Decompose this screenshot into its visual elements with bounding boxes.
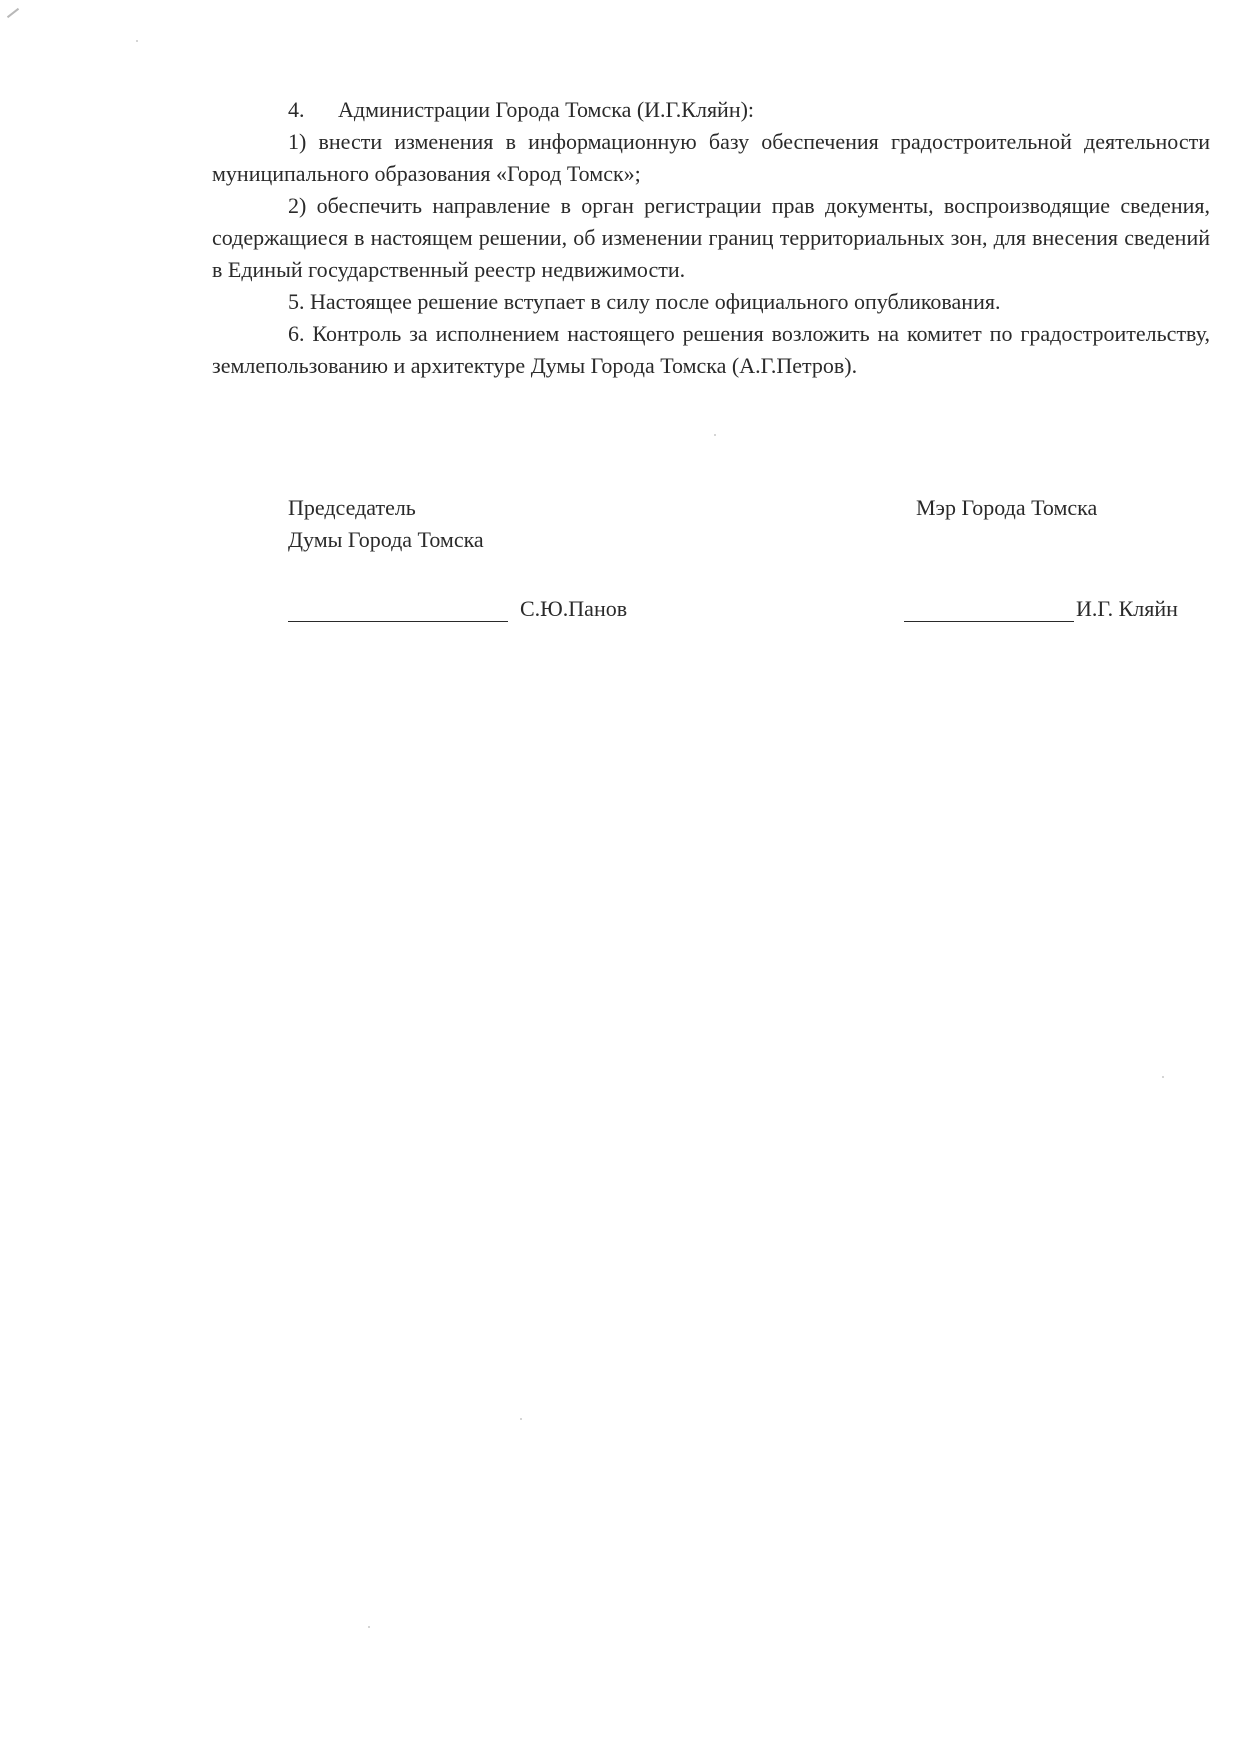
mayor-signature-line <box>904 596 1178 622</box>
scan-speck <box>136 40 138 42</box>
scan-speck <box>714 434 716 436</box>
mayor-title: Мэр Города Томска <box>916 495 1098 520</box>
mayor-signature-blank <box>904 599 1074 622</box>
signature-block-chairman <box>288 492 484 556</box>
scan-speck <box>520 1418 522 1420</box>
signature-block-mayor <box>916 492 1097 524</box>
paragraph-subitem-1: 1) внести изменения в информационную базу обеспечения градостроительной деятельности муниципального образования «Город Томск»; <box>212 129 1210 186</box>
chairman-title-line2: Думы Города Томска <box>288 527 484 552</box>
scan-speck <box>1162 1076 1164 1078</box>
document-body <box>212 94 1210 382</box>
paragraph-subitem-2: 2) обеспечить направление в орган регистрации прав документы, воспроизводящие сведения, содержащиеся в настоящем решении, об изменении границ территориальных зон, для внесения сведений в Единый государственный реестр недвижимости. <box>212 193 1210 282</box>
item-4-text: Администрации Города Томска (И.Г.Кляйн): <box>338 97 755 122</box>
chairman-signature-line <box>288 596 627 622</box>
paragraph-item-6: 6. Контроль за исполнением настоящего решения возложить на комитет по градостроительству, землепользованию и архитектуре Думы Города Томска (А.Г.Петров). <box>212 321 1210 378</box>
chairman-title-line1: Председатель <box>288 495 416 520</box>
item-4 <box>288 94 1210 126</box>
mayor-name: И.Г. Кляйн <box>1076 596 1178 621</box>
chairman-name: С.Ю.Панов <box>520 596 628 621</box>
item-4-number: 4. <box>288 97 305 122</box>
scan-speck <box>368 1626 370 1628</box>
scan-artifact <box>7 8 19 18</box>
chairman-signature-blank <box>288 599 508 622</box>
paragraph-item-5: 5. Настоящее решение вступает в силу после официального опубликования. <box>288 289 1001 314</box>
